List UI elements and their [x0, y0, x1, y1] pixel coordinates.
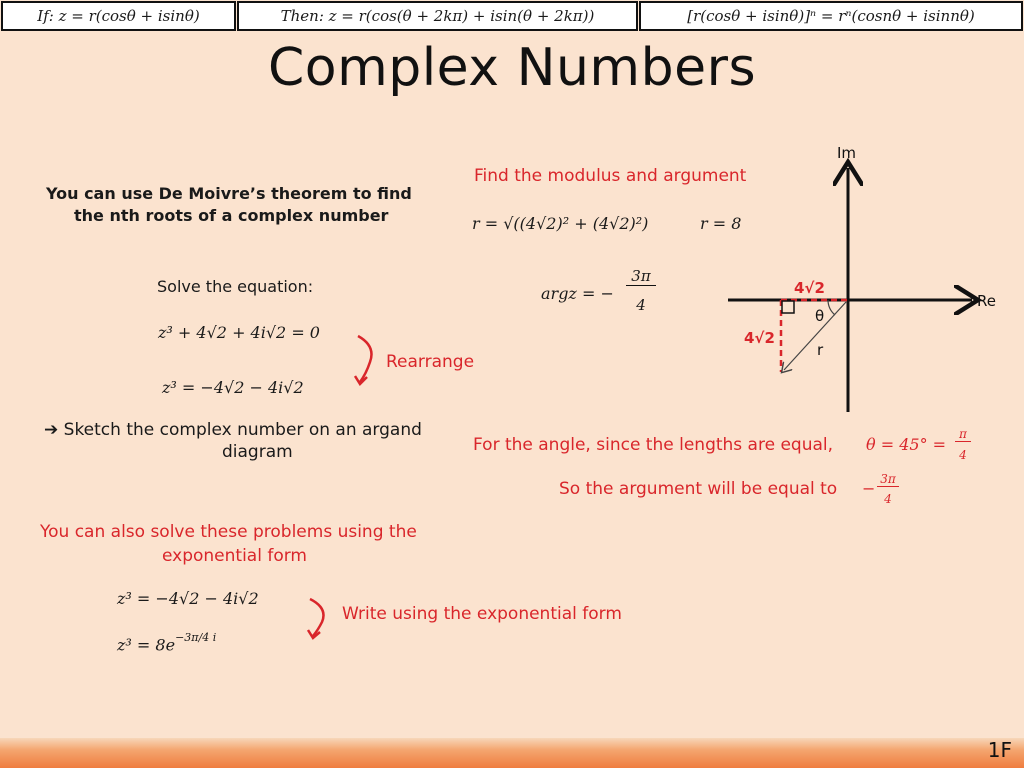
equation-rearranged: 𝑧³ = −4√2 − 4𝑖√2	[162, 378, 304, 397]
sketch-instruction-line1: ➔ Sketch the complex number on an argand	[44, 420, 422, 440]
rearrange-arrow-icon	[354, 332, 380, 388]
formula-demoivre: [𝑟(𝑐𝑜𝑠𝜃 + 𝑖𝑠𝑖𝑛𝜃)]ⁿ = 𝑟ⁿ(𝑐𝑜𝑠𝑛𝜃 + 𝑖𝑠𝑖𝑛𝑛𝜃)	[687, 7, 975, 25]
equation-exponential-power: −3𝜋/4 𝑖	[175, 631, 217, 644]
axis-label-im: Im	[837, 144, 857, 162]
argument-fraction-numerator: 3𝜋	[626, 267, 656, 286]
page-title: Complex Numbers	[267, 38, 757, 98]
exponential-form-label: Write using the exponential form	[342, 604, 622, 624]
argument-fraction-denominator: 4	[636, 296, 646, 314]
angle-fraction-numerator: 𝜋	[955, 427, 971, 442]
solve-label: Solve the equation:	[157, 277, 314, 296]
modulus-label: r	[817, 341, 824, 359]
angle-fraction-denominator: 4	[959, 448, 967, 462]
argand-diagram	[720, 140, 1020, 420]
find-modulus-label: Find the modulus and argument	[474, 166, 747, 186]
argument-expression: 𝑎𝑟𝑔𝑧 = −	[541, 284, 614, 303]
imaginary-part-label: 4√2	[744, 329, 775, 347]
axis-label-re: Re	[977, 292, 996, 310]
intro-text-line1: You can use De Moivre’s theorem to find	[46, 184, 412, 203]
formula-box-if	[1, 1, 236, 31]
argument-conclusion: So the argument will be equal to	[559, 479, 838, 499]
rearrange-label: Rearrange	[386, 352, 475, 372]
formula-box-then	[237, 1, 638, 31]
exponential-arrow-icon	[306, 596, 332, 642]
formula-if: 𝐼𝑓: 𝑧 = 𝑟(𝑐𝑜𝑠𝜃 + 𝑖𝑠𝑖𝑛𝜃)	[37, 7, 200, 25]
footer-band	[0, 738, 1024, 768]
modulus-value: 𝑟 = 8	[700, 214, 742, 233]
argument-conclusion-denominator: 4	[884, 492, 892, 506]
angle-arc	[828, 300, 835, 315]
formula-box-demoivre	[639, 1, 1023, 31]
modulus-expression: 𝑟 = √((4√2)² + (4√2)²)	[472, 214, 649, 233]
equation-exponential-base: 𝑧³ = 8𝑒	[117, 635, 176, 655]
right-angle-marker	[782, 301, 794, 313]
formula-bar	[0, 0, 1024, 36]
angle-value: 𝜃 = 45° =	[866, 435, 947, 454]
angle-explanation: For the angle, since the lengths are equal,	[473, 435, 834, 455]
equation-cartesian: 𝑧³ = −4√2 − 4𝑖√2	[117, 589, 259, 608]
formula-then: 𝑇ℎ𝑒𝑛: 𝑧 = 𝑟(cos(𝜃 + 2𝑘𝜋) + 𝑖𝑠𝑖𝑛(𝜃 + 2𝑘𝜋))	[280, 7, 595, 25]
equation-exponential	[117, 631, 217, 655]
equation-original: 𝑧³ + 4√2 + 4𝑖√2 = 0	[158, 323, 320, 342]
exponential-note-line1: You can also solve these problems using the	[40, 522, 417, 542]
argument-conclusion-numerator: 3𝜋	[877, 472, 899, 487]
exponential-note-line2: exponential form	[162, 546, 307, 566]
sketch-instruction-line2: diagram	[222, 442, 293, 462]
intro-text-line2: the nth roots of a complex number	[74, 206, 389, 225]
theta-label: θ	[815, 307, 825, 325]
argument-conclusion-minus: −	[862, 479, 876, 498]
slide-code: 1F	[987, 738, 1012, 762]
real-part-label: 4√2	[794, 279, 825, 297]
